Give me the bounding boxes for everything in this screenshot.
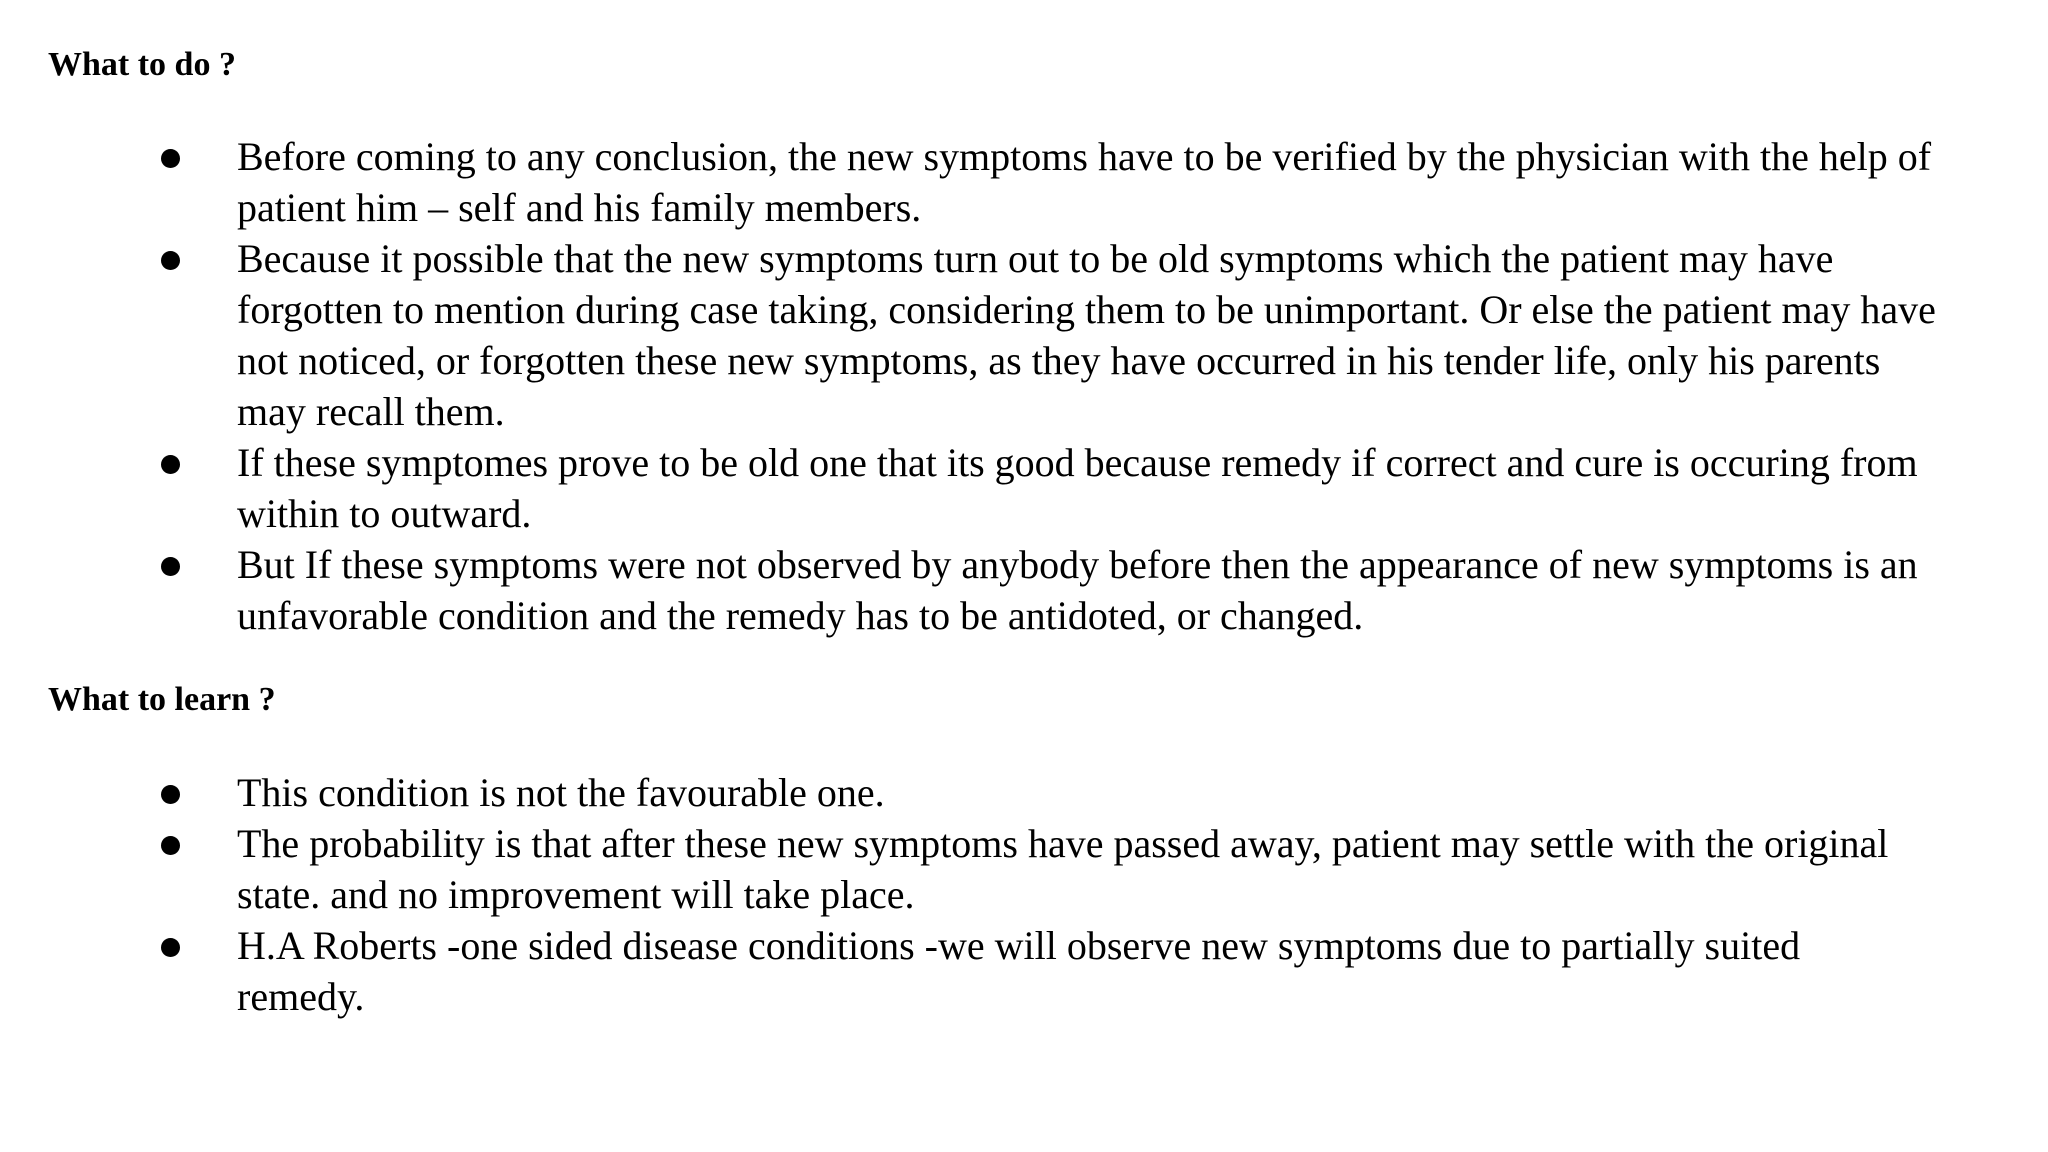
bullet-icon xyxy=(161,938,180,957)
list-item-text: But If these symptoms were not observed by anybody before then the appearance of new symptoms is an unfavorable condition and the remedy has to be antidoted, or changed. xyxy=(237,542,1918,638)
list-item-text: Before coming to any conclusion, the new symptoms have to be verified by the physician with the help of patient him – self and his family members. xyxy=(237,134,1932,230)
list-item-text: This condition is not the favourable one. xyxy=(237,770,885,815)
list-item-text: If these symptomes prove to be old one that its good because remedy if correct and cure is occuring from within to outward. xyxy=(237,440,1918,536)
section-heading-what-to-learn: What to learn ? xyxy=(48,681,276,718)
what-to-do-list xyxy=(0,131,2048,641)
list-item xyxy=(0,437,2048,539)
list-item-text: The probability is that after these new symptoms have passed away, patient may settle with the original state. and no improvement will take place. xyxy=(237,821,1889,917)
list-item-text: H.A Roberts -one sided disease conditions -we will observe new symptoms due to partially suited remedy. xyxy=(237,923,1801,1019)
bullet-icon xyxy=(161,557,180,576)
list-item-text: Because it possible that the new symptoms turn out to be old symptoms which the patient may have forgotten to mention during case taking, considering them to be unimportant. Or else the patient may have not noticed, or forgotten these new symptoms, as they have occurred in his tender life, only his parents may recall them. xyxy=(237,236,1936,434)
list-item xyxy=(0,131,2048,233)
list-item xyxy=(0,920,2048,1022)
bullet-icon xyxy=(161,251,180,270)
bullet-icon xyxy=(161,455,180,474)
list-item xyxy=(0,233,2048,437)
what-to-learn-list xyxy=(0,767,2048,1022)
bullet-icon xyxy=(161,836,180,855)
section-heading-what-to-do: What to do ? xyxy=(48,46,236,83)
list-item xyxy=(0,767,2048,818)
bullet-icon xyxy=(161,785,180,804)
bullet-icon xyxy=(161,149,180,168)
list-item xyxy=(0,539,2048,641)
list-item xyxy=(0,818,2048,920)
